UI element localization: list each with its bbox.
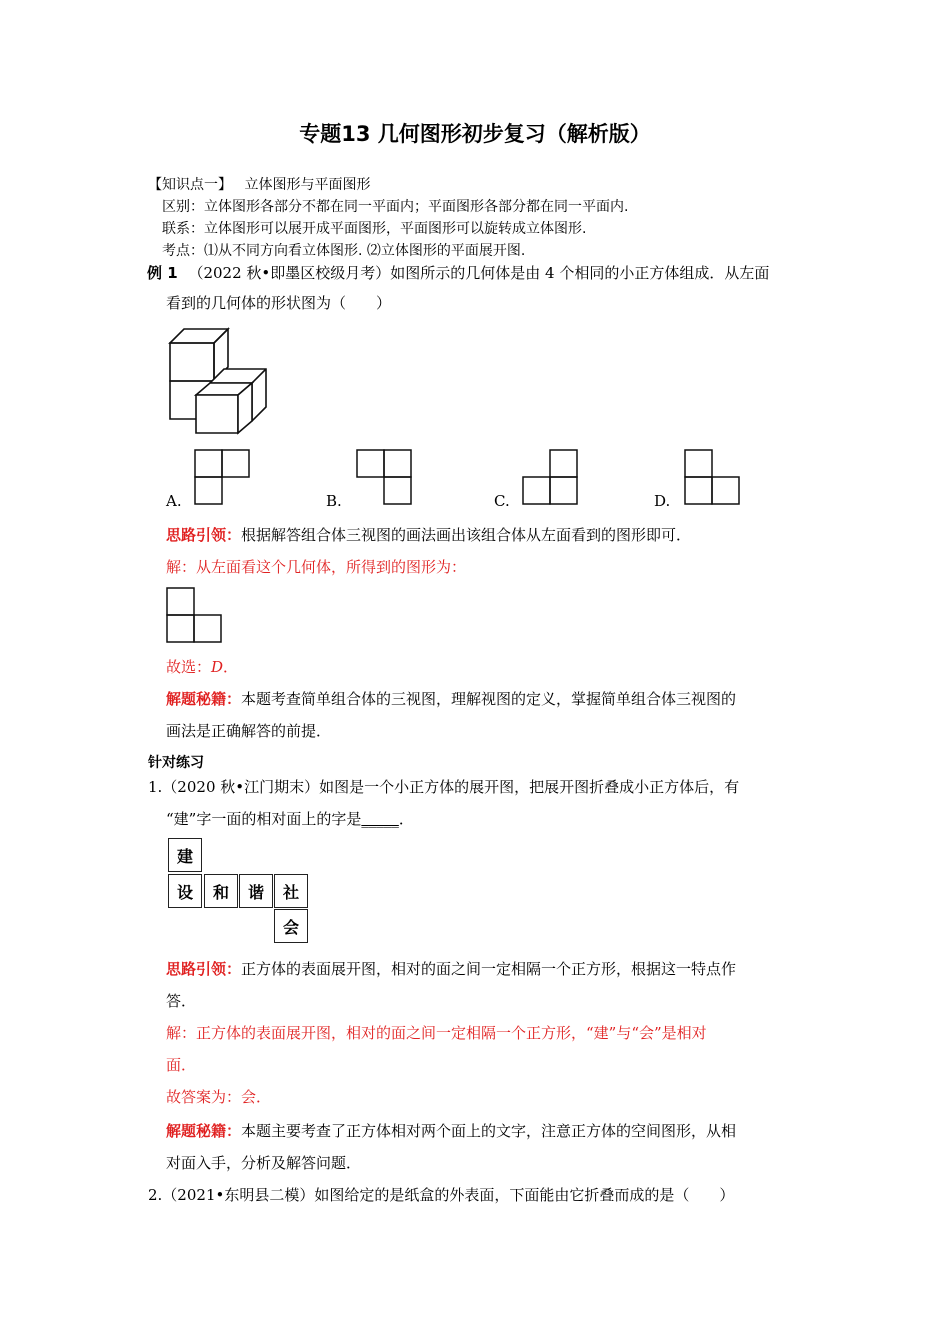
answer-prefix: 故选： <box>166 658 212 676</box>
example1-hint <box>166 524 691 545</box>
option-c-view[interactable] <box>522 449 578 505</box>
q1-hint-label: 思路引领： <box>166 960 242 978</box>
q1-hint-text: 正方体的表面展开图，相对的面之间一定相隔一个正方形，根据这一特点作 <box>241 960 737 978</box>
q1-line2-text: “建”字一面的相对面上的字是 <box>166 810 362 828</box>
hint-label: 思路引领： <box>166 526 242 544</box>
q1-secret-line-2: 对面入手，分析及解答问题． <box>166 1154 362 1172</box>
cube-net <box>168 838 310 946</box>
net-cell-she2: 社 <box>274 874 308 908</box>
q1-solution-line-2: 面． <box>166 1056 197 1074</box>
q1-hint-line-1 <box>166 958 736 979</box>
net-cell-she: 设 <box>168 874 202 908</box>
knowledge-heading <box>148 174 370 194</box>
option-a-label[interactable]: A. <box>166 492 182 510</box>
q1-line-1: 1.（2020 秋•江门期末）如图是一个小正方体的展开图，把展开图折叠成小正方体后，有 <box>148 778 740 796</box>
page-title: 专题13 几何图形初步复习（解析版） <box>299 122 651 146</box>
example1-text: （2022 秋•即墨区校级月考）如图所示的几何体是由 4 个相同的小正方体组成．从左面 <box>188 264 770 282</box>
example1-solution: 解：从左面看这个几何体，所得到的图形为： <box>166 558 467 576</box>
q1-answer-blank[interactable]: _____ <box>361 810 399 828</box>
example1-secret-line-2: 画法是正确解答的前提． <box>166 722 332 740</box>
knowledge-line-2: 联系：立体图形可以展开成平面图形，平面图形可以旋转成立体图形. <box>162 221 587 237</box>
option-d-view[interactable] <box>684 449 740 505</box>
net-cell-he: 和 <box>204 874 238 908</box>
q2-line-1: 2.（2021•东明县二模）如图给定的是纸盒的外表面，下面能由它折叠而成的是（ ） <box>148 1186 735 1204</box>
net-cell-jian: 建 <box>168 838 202 872</box>
option-b-view[interactable] <box>356 449 412 505</box>
isometric-cubes-figure <box>166 325 270 435</box>
example1-line-2: 看到的几何体的形状图为（ ） <box>166 294 392 312</box>
q1-answer: 故答案为：会． <box>166 1088 272 1106</box>
solution-view <box>166 587 222 643</box>
secret-text: 本题考查简单组合体的三视图，理解视图的定义，掌握简单组合体三视图的 <box>241 690 737 708</box>
net-cell-xie: 谐 <box>239 874 273 908</box>
answer-value: D <box>211 658 224 676</box>
q1-solution-line-1: 解：正方体的表面展开图，相对的面之间一定相隔一个正方形，“建”与“会”是相对 <box>166 1024 707 1042</box>
practice-heading: 针对练习 <box>148 755 204 771</box>
q1-secret-label: 解题秘籍： <box>166 1122 242 1140</box>
q1-line2-suffix: ． <box>398 810 414 828</box>
q1-secret-text: 本题主要考查了正方体相对两个面上的文字，注意正方体的空间图形，从相 <box>241 1122 737 1140</box>
knowledge-line-3: 考点：⑴从不同方向看立体图形. ⑵立体图形的平面展开图. <box>162 243 526 259</box>
example1-label: 例 1 <box>147 264 178 282</box>
knowledge-title: 立体图形与平面图形 <box>244 177 371 193</box>
knowledge-line-1: 区别：立体图形各部分不都在同一平面内；平面图形各部分都在同一平面内. <box>162 199 629 215</box>
q1-hint-line-2: 答． <box>166 992 197 1010</box>
q1-line-2 <box>166 808 414 829</box>
option-b-label[interactable]: B. <box>326 492 342 510</box>
secret-label: 解题秘籍： <box>166 690 242 708</box>
q1-secret-line-1 <box>166 1120 736 1141</box>
knowledge-tag: 【知识点一】 <box>148 177 232 193</box>
example1-secret-line-1 <box>166 688 736 709</box>
option-d-label[interactable]: D. <box>654 492 671 510</box>
example1-answer <box>166 656 238 677</box>
answer-suffix: ． <box>223 658 239 676</box>
hint-text: 根据解答组合体三视图的画法画出该组合体从左面看到的图形即可． <box>241 526 692 544</box>
net-cell-hui: 会 <box>274 909 308 943</box>
option-a-view[interactable] <box>194 449 250 505</box>
example1-line-1 <box>147 262 769 283</box>
option-c-label[interactable]: C. <box>494 492 510 510</box>
